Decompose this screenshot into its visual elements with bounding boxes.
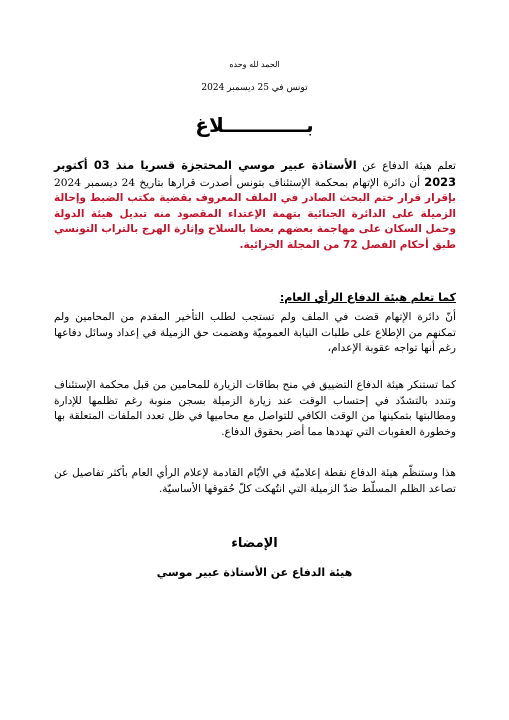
signature-name: هيئة الدفاع عن الأستاذة عبير موسي (156, 566, 353, 579)
page-title: بــــــــــــلاغ (195, 113, 314, 137)
paragraph-intro-bold: الأستاذة عبير موسي المحتجزة قسريا منذ 03 أكتوبر 2023 (54, 158, 456, 189)
paragraph-press-point: هذا وستنظّم هيئة الدفاع نقطة إعلاميّة في الأيّام القادمة لإعلام الرأي العام بأكثر تفاصيل عن تصاعد الظلم المسلّط ضدّ الزميلة التي انتُهكت كلّ حُقوقها الأساسيّة. (54, 467, 456, 495)
paragraph-announcement (54, 158, 456, 253)
paragraph-intro: تعلم هيئة الدفاع عن (356, 160, 456, 172)
paragraph-visit-restrictions: كما تستنكر هيئة الدفاع التضييق في منح بطاقات الزيارة للمحامين من قبل محكمة الإستئناف وتندد بالتشدّد في إحتساب الوقت عند زيارة الزميلة بسجن منوبة رغم تظلمها للإدارة ومطالبتها بتمكينها من الوقت الكافي للتواصل مع محاميها في ظل تعدد الملفات المتعلقة بها وخطورة العقوبات التي تهددها مما أضر بحقوق الدفاع. (54, 379, 456, 438)
paragraph-indictment-chamber: أنّ دائرة الإتهام قضت في الملف ولم تستجب لطلب التأخير المقدم من المحامين ولم تمكنهم من الإطلاع على طلبات النيابة العموميّة وهضمت حق الزميلة في إعداد وسائل دفاعها رغم أنها تواجه عقوبة الإعدام، (54, 311, 456, 354)
dateline: تونس في 25 ديسمبر 2024 (201, 83, 308, 93)
paragraph-middle: أن دائرة الإتهام بمحكمة الإستئناف بتونس أصدرت قرارها بتاريخ 24 ديسمبر 2024 (54, 176, 425, 189)
paragraph-highlight-red: بإقرار قرار ختم البحث الصادر في الملف المعروف بقضية مكتب الضبط وإحالة الزميلة على الدائرة الجنائية بتهمة الإعتداء المقصود منه تبديل هيئة الدولة وحمل السكان على مهاجمة بعضهم بعضا بالسلاح وإثارة الهرج بالتراب التونسي طبق أحكام الفصل 72 من المجلة الجزائية. (54, 192, 456, 251)
signature-title: الإمضاء (231, 536, 278, 551)
subheading-public-opinion: كما تعلم هيئة الدفاع الرأي العام: (279, 291, 456, 304)
praise-line: الحمد لله وحده (229, 60, 280, 69)
